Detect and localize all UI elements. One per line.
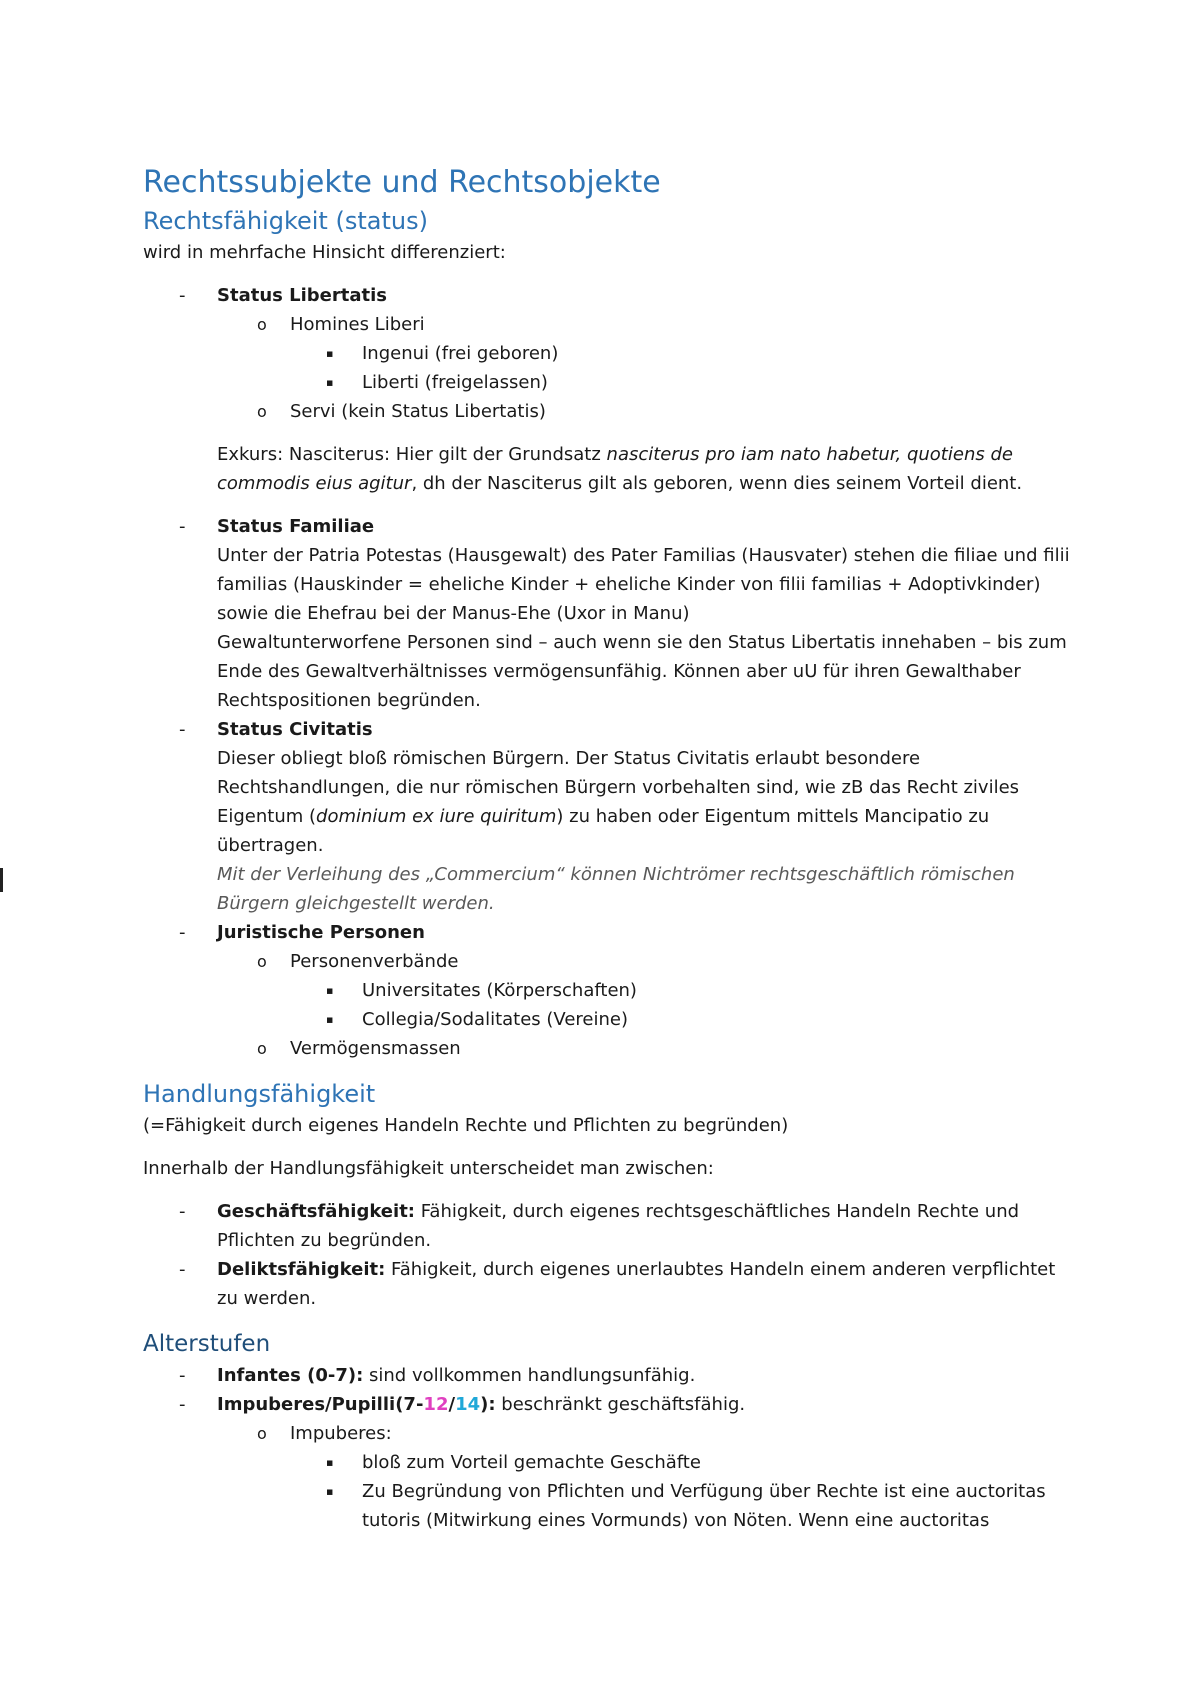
item-text: Zu Begründung von Pflichten und Verfügung über Rechte ist eine auctoritas tutoris (Mitwirkung eines Vormunds) von Nöten. Wenn eine auctoritas xyxy=(362,1481,1046,1531)
list-item-liberti xyxy=(143,368,1073,397)
list-item-collegia xyxy=(143,1005,1073,1034)
list-item-personenverbaende xyxy=(143,947,1073,976)
item-label: Status Familiae xyxy=(217,516,375,537)
definition-text: (=Fähigkeit durch eigenes Handeln Rechte und Pflichten zu begründen) xyxy=(143,1115,789,1136)
square-bullet: ▪ xyxy=(326,376,334,389)
circle-bullet: o xyxy=(257,402,267,421)
item-label: Infantes (0-7): xyxy=(217,1365,364,1386)
item-text: Servi (kein Status Libertatis) xyxy=(290,401,546,422)
exkurs-text: Exkurs: Nasciterus: Hier gilt der Grundsatz xyxy=(217,444,607,465)
exkurs-paragraph xyxy=(143,440,1073,498)
dash-bullet: - xyxy=(179,516,186,537)
label-part: Impuberes/Pupilli(7- xyxy=(217,1394,424,1415)
item-label: Juristische Personen xyxy=(217,922,425,943)
list-item-deliktsfaehigkeit xyxy=(143,1255,1073,1313)
item-text: Fähigkeit, durch eigenes rechtsgeschäftliches Handeln Rechte und Pflichten zu begründen. xyxy=(217,1201,1020,1251)
list-item-vorteil xyxy=(143,1448,1073,1477)
age-14-highlight: 14 xyxy=(455,1394,481,1415)
document-page xyxy=(143,150,1073,1535)
circle-bullet: o xyxy=(257,1424,267,1443)
list-item-vermoegensmassen xyxy=(143,1034,1073,1063)
list-item-servi xyxy=(143,397,1073,426)
list-item-status-civitatis xyxy=(143,715,1073,918)
item-text: bloß zum Vorteil gemachte Geschäfte xyxy=(362,1452,701,1473)
list-item-ingenui xyxy=(143,339,1073,368)
exkurs-text-end: , dh der Nasciterus gilt als geboren, wenn dies seinem Vorteil dient. xyxy=(411,473,1023,494)
item-text: sind vollkommen handlungsunfähig. xyxy=(363,1365,696,1386)
list-item-homines-liberi xyxy=(143,310,1073,339)
dash-bullet: - xyxy=(179,719,186,740)
dash-bullet: - xyxy=(179,1259,186,1280)
civitatis-text: Dieser obliegt bloß römischen Bürgern. Der Status Civitatis erlaubt besondere Rechtshandlungen, die nur römischen Bürgern vorbehalten sind, wie zB das Recht ziviles Eigentum ( xyxy=(217,748,1020,827)
list-item-universitates xyxy=(143,976,1073,1005)
item-text: Collegia/Sodalitates (Vereine) xyxy=(362,1009,628,1030)
civitatis-text-end: ) zu haben oder Eigentum mittels Mancipatio zu übertragen. xyxy=(217,806,990,856)
list-item-impuberes xyxy=(143,1419,1073,1448)
label-part-end: ): xyxy=(480,1394,496,1415)
commercium-note: Mit der Verleihung des „Commercium“ können Nichtrömer rechtsgeschäftlich römischen Bürgern gleichgestellt werden. xyxy=(217,864,1015,914)
item-text: Fähigkeit, durch eigenes unerlaubtes Handeln einem anderen verpflichtet zu werden. xyxy=(217,1259,1056,1309)
item-text: Personenverbände xyxy=(290,951,459,972)
item-label: Status Civitatis xyxy=(217,719,373,740)
list-item-juristische-personen xyxy=(143,918,1073,947)
list-item-status-libertatis xyxy=(143,281,1073,310)
heading-rechtsfaehigkeit: Rechtsfähigkeit (status) xyxy=(143,207,428,235)
civitatis-paragraph xyxy=(217,744,1073,860)
heading-handlungsfaehigkeit: Handlungsfähigkeit xyxy=(143,1080,376,1108)
label-slash: / xyxy=(448,1394,456,1415)
item-label: Geschäftsfähigkeit: xyxy=(217,1201,415,1222)
page-edge-mark xyxy=(0,868,3,892)
familiae-paragraph-2: Gewaltunterworfene Personen sind – auch wenn sie den Status Libertatis innehaben – bis zum Ende des Gewaltverhältnisses vermögensunfähig. Können aber uU für ihren Gewalthaber Rechtspositionen begründen. xyxy=(217,632,1067,711)
item-text: Universitates (Körperschaften) xyxy=(362,980,637,1001)
square-bullet: ▪ xyxy=(326,347,334,360)
document-title: Rechtssubjekte und Rechtsobjekte xyxy=(143,165,661,200)
circle-bullet: o xyxy=(257,315,267,334)
square-bullet: ▪ xyxy=(326,1456,334,1469)
circle-bullet: o xyxy=(257,1039,267,1058)
familiae-paragraph-1: Unter der Patria Potestas (Hausgewalt) des Pater Familias (Hausvater) stehen die filiae und filii familias (Hauskinder = eheliche Kinder + eheliche Kinder von filii familias + Adoptivkinder) sowie die Ehefrau bei der Manus-Ehe (Uxor in Manu) xyxy=(217,545,1070,624)
item-label: Status Libertatis xyxy=(217,285,387,306)
dash-bullet: - xyxy=(179,1201,186,1222)
item-text: Vermögensmassen xyxy=(290,1038,461,1059)
dash-bullet: - xyxy=(179,285,186,306)
square-bullet: ▪ xyxy=(326,984,334,997)
intro-text: wird in mehrfache Hinsicht differenziert: xyxy=(143,242,506,263)
exkurs-latin-maxim: nasciterus pro iam nato habetur, quotiens de commodis eius agitur xyxy=(217,444,1013,494)
heading-alterstufen: Alterstufen xyxy=(143,1331,271,1357)
item-text: Homines Liberi xyxy=(290,314,425,335)
list-item-infantes xyxy=(143,1361,1073,1390)
square-bullet: ▪ xyxy=(326,1013,334,1026)
dash-bullet: - xyxy=(179,1394,186,1415)
list-item-impuberes-pupilli xyxy=(143,1390,1073,1419)
item-text: Impuberes: xyxy=(290,1423,392,1444)
square-bullet: ▪ xyxy=(326,1485,334,1498)
list-item-geschaeftsfaehigkeit xyxy=(143,1197,1073,1255)
item-text: Liberti (freigelassen) xyxy=(362,372,548,393)
list-item-begruendung xyxy=(143,1477,1073,1535)
age-12-highlight: 12 xyxy=(423,1394,449,1415)
dash-bullet: - xyxy=(179,1365,186,1386)
civitatis-latin-term: dominium ex iure quiritum xyxy=(316,806,557,827)
intro-text-handlung: Innerhalb der Handlungsfähigkeit unterscheidet man zwischen: xyxy=(143,1158,714,1179)
item-label xyxy=(217,1394,496,1415)
dash-bullet: - xyxy=(179,922,186,943)
circle-bullet: o xyxy=(257,952,267,971)
item-label: Deliktsfähigkeit: xyxy=(217,1259,386,1280)
list-item-status-familiae xyxy=(143,512,1073,715)
item-text: Ingenui (frei geboren) xyxy=(362,343,559,364)
item-text: beschränkt geschäftsfähig. xyxy=(495,1394,746,1415)
